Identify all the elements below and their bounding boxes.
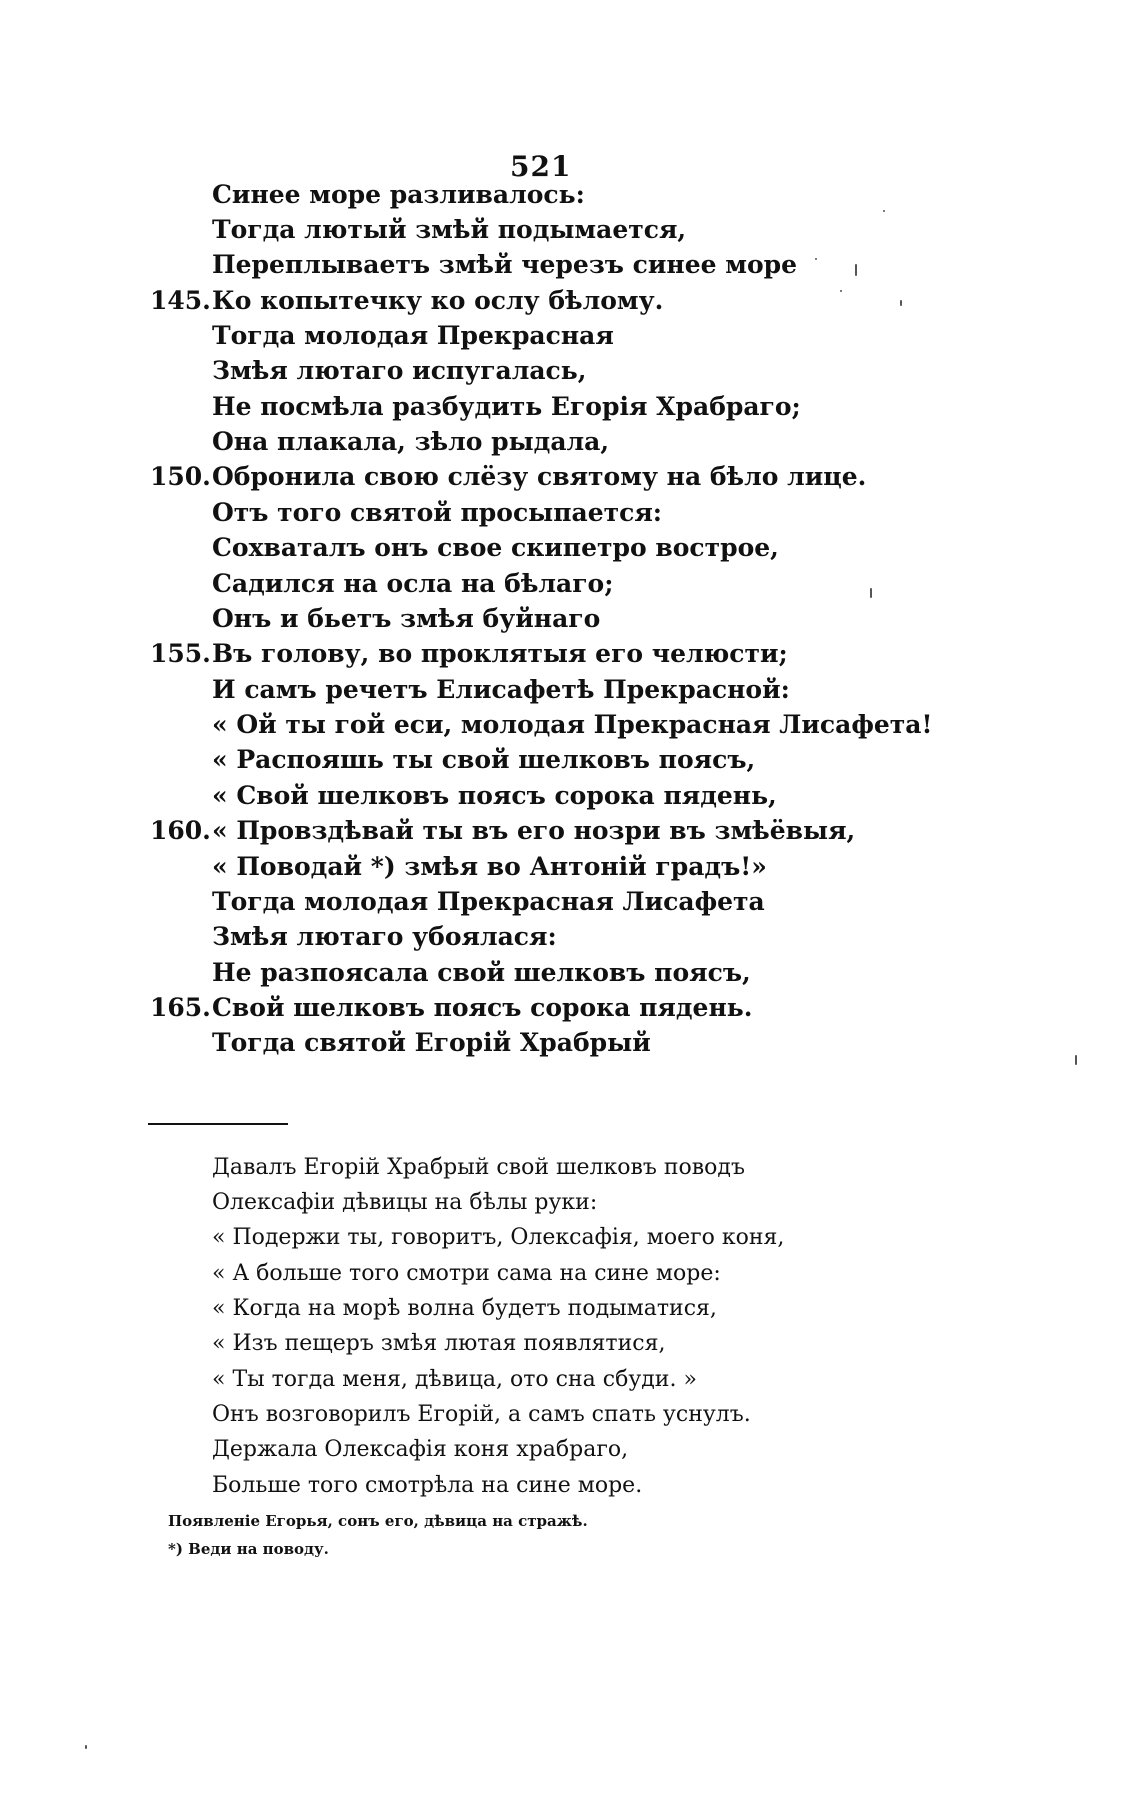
verse-text: Тогда лютый змѣй подымается,: [212, 215, 687, 244]
verse-text: Тогда святой Егорій Храбрый: [212, 1028, 651, 1057]
verse-text: Въ голову, во проклятыя его челюсти;: [212, 639, 788, 668]
line-number: 155.: [150, 639, 211, 668]
verse-text: Свой шелковъ поясъ сорока пядень.: [212, 993, 753, 1022]
verse-text: Обронила свою слёзу святому на бѣло лице.: [212, 462, 867, 491]
verse-text: Садился на осла на бѣлаго;: [212, 569, 614, 598]
scan-speck: [855, 264, 857, 276]
scan-speck: [1075, 1055, 1077, 1065]
scan-speck: [815, 258, 817, 260]
line-number: 165.: [150, 993, 211, 1022]
scan-speck: [900, 300, 902, 306]
verse-text: Переплываетъ змѣй черезъ синее море: [212, 250, 798, 279]
scan-speck: [85, 1745, 87, 1749]
page-number: 521: [510, 150, 572, 183]
line-number: 145.: [150, 286, 211, 315]
verse-text: Тогда молодая Прекрасная Лисафета: [212, 887, 765, 916]
verse-text: « Распояшь ты свой шелковъ поясъ,: [212, 745, 756, 774]
verse-text: Не разпоясала свой шелковъ поясъ,: [212, 958, 751, 987]
caption-note: Появленіе Егорья, сонъ его, дѣвица на стражѣ.: [168, 1512, 588, 1530]
verse-text: « Провздѣвай ты въ его нозри въ змѣёвыя,: [212, 816, 856, 845]
line-number: 150.: [150, 462, 211, 491]
verse-text: Змѣя лютаго убоялася:: [212, 922, 557, 951]
scan-speck: [840, 290, 842, 292]
verse-text: Тогда молодая Прекрасная: [212, 321, 614, 350]
verse-text: Она плакала, зѣло рыдала,: [212, 427, 610, 456]
line-number: 160.: [150, 816, 211, 845]
verse-text: « Ой ты гой еси, молодая Прекрасная Лисафета!: [212, 710, 933, 739]
verse-text: Ко копытечку ко ослу бѣлому.: [212, 286, 664, 315]
verse-text: Синее море разливалось:: [212, 180, 585, 209]
verse-text: Сохваталъ онъ свое скипетро вострое,: [212, 533, 779, 562]
scan-speck: [870, 588, 872, 598]
verse-text: « Свой шелковъ поясъ сорока пядень,: [212, 781, 777, 810]
verse-text: И самъ речетъ Елисафетѣ Прекрасной:: [212, 675, 790, 704]
verse-text: Змѣя лютаго испугалась,: [212, 356, 587, 385]
verse-text: Не посмѣла разбудить Егорія Храбраго;: [212, 392, 801, 421]
scan-speck: [883, 210, 885, 212]
verse-text: Онъ и бьетъ змѣя буйнаго: [212, 604, 601, 633]
verse-text: Отъ того святой просыпается:: [212, 498, 663, 527]
verse-text: « Поводай *) змѣя во Антоній градъ!»: [212, 852, 767, 881]
separator-rule: [148, 1123, 288, 1125]
footnote: *) Веди на поводу.: [168, 1540, 329, 1558]
